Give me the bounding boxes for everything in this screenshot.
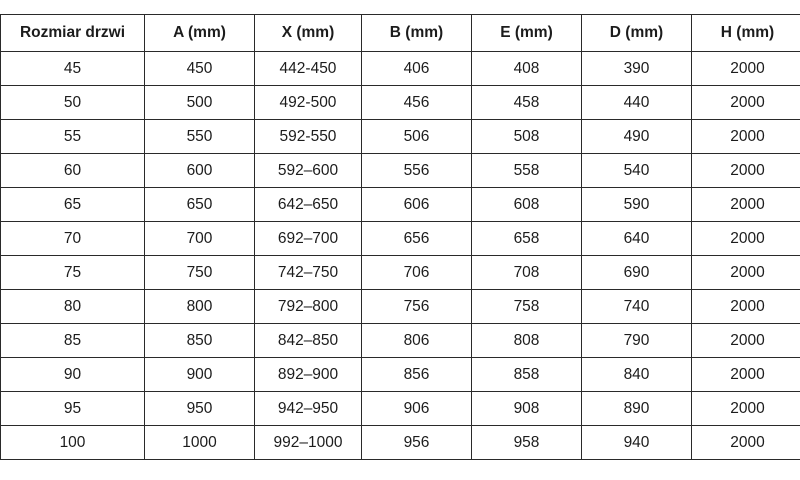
table-cell: 606 [362,188,472,222]
table-cell: 808 [472,324,582,358]
table-cell: 550 [145,120,255,154]
table-cell: 408 [472,52,582,86]
table-cell: 2000 [692,52,800,86]
table-row [1,392,800,426]
table-cell: 800 [145,290,255,324]
table-cell: 50 [1,86,145,120]
table-cell: 858 [472,358,582,392]
header-row [1,15,800,52]
table-cell: 1000 [145,426,255,460]
table-cell: 45 [1,52,145,86]
table-cell: 100 [1,426,145,460]
table-cell: 792–800 [255,290,362,324]
table-cell: 60 [1,154,145,188]
table-row [1,290,800,324]
table-cell: 406 [362,52,472,86]
door-size-table [0,14,800,460]
table-cell: 950 [145,392,255,426]
table-cell: 2000 [692,222,800,256]
column-header-x: X (mm) [255,15,362,52]
table-cell: 756 [362,290,472,324]
table-cell: 842–850 [255,324,362,358]
table-cell: 706 [362,256,472,290]
table-row [1,86,800,120]
table-cell: 700 [145,222,255,256]
column-header-e: E (mm) [472,15,582,52]
table-cell: 2000 [692,324,800,358]
table-row [1,426,800,460]
table-row [1,256,800,290]
table-cell: 942–950 [255,392,362,426]
column-header-rozmiar-drzwi: Rozmiar drzwi [1,15,145,52]
table-cell: 2000 [692,120,800,154]
table-cell: 790 [582,324,692,358]
table-row [1,154,800,188]
table-row [1,222,800,256]
table-cell: 890 [582,392,692,426]
column-header-a: A (mm) [145,15,255,52]
table-cell: 600 [145,154,255,188]
table-cell: 900 [145,358,255,392]
table-cell: 750 [145,256,255,290]
table-cell: 658 [472,222,582,256]
table-cell: 892–900 [255,358,362,392]
table-cell: 958 [472,426,582,460]
column-header-h: H (mm) [692,15,800,52]
table-cell: 908 [472,392,582,426]
table-cell: 650 [145,188,255,222]
table-cell: 742–750 [255,256,362,290]
table-cell: 2000 [692,154,800,188]
table-cell: 642–650 [255,188,362,222]
table-cell: 2000 [692,256,800,290]
table-cell: 458 [472,86,582,120]
table-cell: 442-450 [255,52,362,86]
table-cell: 592-550 [255,120,362,154]
table-cell: 840 [582,358,692,392]
table-cell: 500 [145,86,255,120]
table-cell: 492-500 [255,86,362,120]
table-cell: 2000 [692,188,800,222]
table-cell: 740 [582,290,692,324]
table-cell: 758 [472,290,582,324]
table-cell: 692–700 [255,222,362,256]
table-row [1,358,800,392]
table-cell: 558 [472,154,582,188]
table-cell: 55 [1,120,145,154]
table-cell: 540 [582,154,692,188]
table-cell: 956 [362,426,472,460]
table-cell: 640 [582,222,692,256]
table-cell: 850 [145,324,255,358]
door-size-table-container [0,14,800,460]
table-cell: 75 [1,256,145,290]
table-cell: 2000 [692,86,800,120]
table-cell: 590 [582,188,692,222]
table-row [1,52,800,86]
table-cell: 992–1000 [255,426,362,460]
table-cell: 806 [362,324,472,358]
table-cell: 450 [145,52,255,86]
table-cell: 70 [1,222,145,256]
table-cell: 85 [1,324,145,358]
table-cell: 506 [362,120,472,154]
table-cell: 80 [1,290,145,324]
table-cell: 690 [582,256,692,290]
table-row [1,324,800,358]
table-cell: 708 [472,256,582,290]
table-cell: 2000 [692,426,800,460]
table-cell: 656 [362,222,472,256]
table-cell: 440 [582,86,692,120]
table-cell: 2000 [692,290,800,324]
table-cell: 856 [362,358,472,392]
table-cell: 508 [472,120,582,154]
table-cell: 556 [362,154,472,188]
table-cell: 608 [472,188,582,222]
table-cell: 390 [582,52,692,86]
table-cell: 456 [362,86,472,120]
table-cell: 940 [582,426,692,460]
table-cell: 2000 [692,358,800,392]
table-cell: 906 [362,392,472,426]
table-cell: 95 [1,392,145,426]
table-cell: 592–600 [255,154,362,188]
column-header-b: B (mm) [362,15,472,52]
table-cell: 490 [582,120,692,154]
table-row [1,188,800,222]
table-cell: 90 [1,358,145,392]
table-cell: 65 [1,188,145,222]
table-cell: 2000 [692,392,800,426]
column-header-d: D (mm) [582,15,692,52]
table-row [1,120,800,154]
